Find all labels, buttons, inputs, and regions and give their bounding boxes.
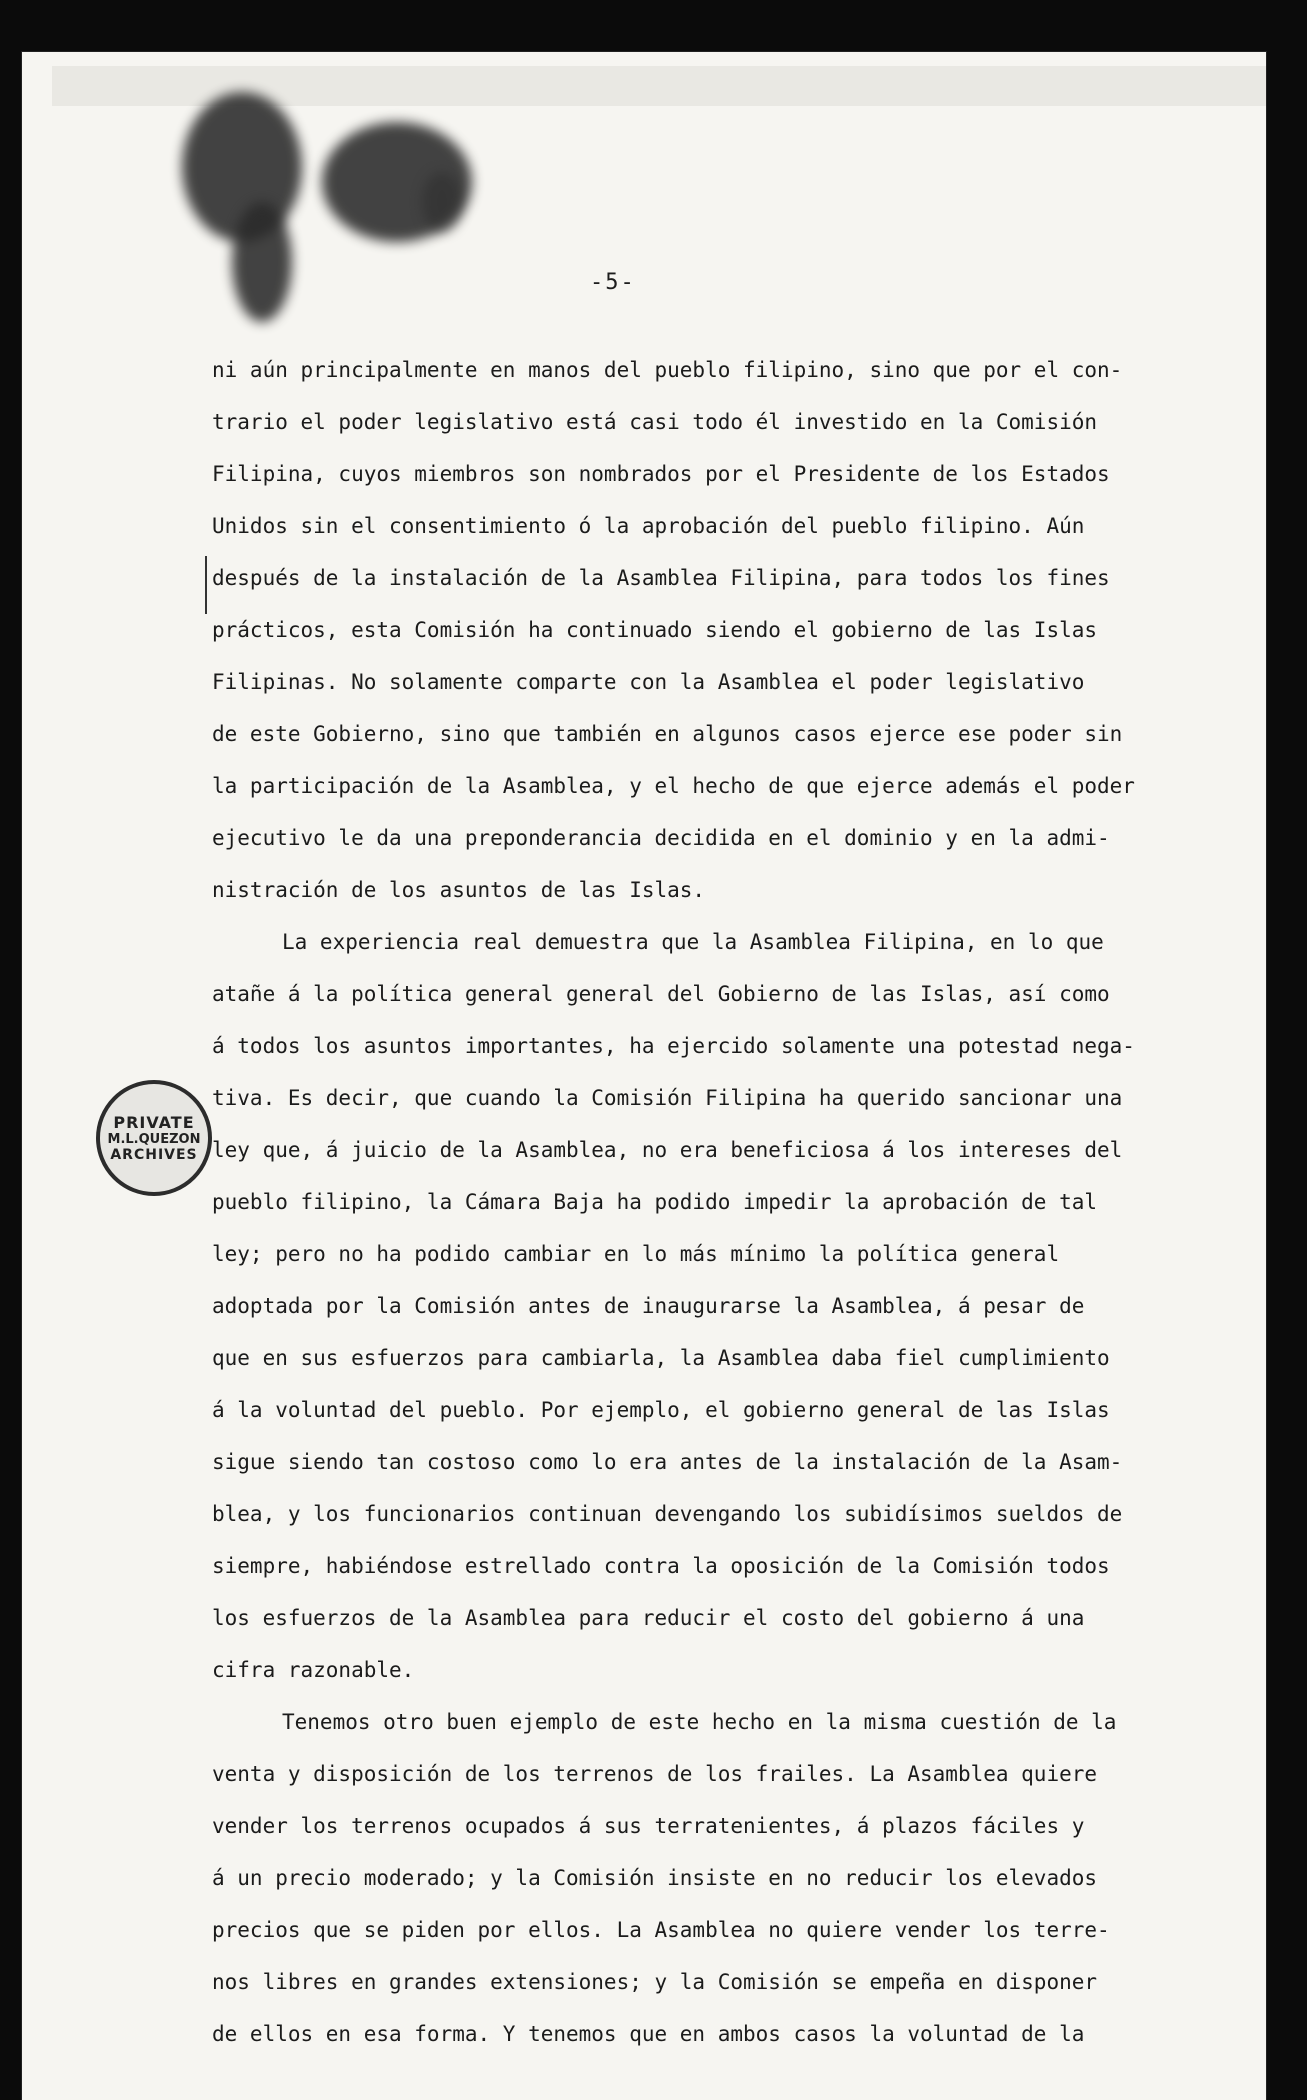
text-line: á todos los asuntos importantes, ha ejercido solamente una potestad nega-: [212, 1034, 1135, 1058]
text-line: Filipina, cuyos miembros son nombrados por el Presidente de los Estados: [212, 462, 1110, 486]
text-line: que en sus esfuerzos para cambiarla, la Asamblea daba fiel cumplimiento: [212, 1346, 1110, 1370]
text-line: nistración de los asuntos de las Islas.: [212, 878, 706, 902]
text-line: nos libres en grandes extensiones; y la Comisión se empeña en disponer: [212, 1970, 1098, 1994]
text-line: ley; pero no ha podido cambiar en lo más mínimo la política general: [212, 1242, 1060, 1266]
text-line: ley que, á juicio de la Asamblea, no era beneficiosa á los intereses del: [212, 1138, 1123, 1162]
text-line: blea, y los funcionarios continuan devengando los subidísimos sueldos de: [212, 1502, 1123, 1526]
text-line: venta y disposición de los terrenos de los frailes. La Asamblea quiere: [212, 1762, 1098, 1786]
text-line: siempre, habiéndose estrellado contra la oposición de la Comisión todos: [212, 1554, 1110, 1578]
body-text: [212, 344, 1172, 2060]
ink-blot: [232, 202, 292, 322]
text-line: sigue siendo tan costoso como lo era antes de la instalación de la Asam-: [212, 1450, 1123, 1474]
text-line: á la voluntad del pueblo. Por ejemplo, el gobierno general de las Islas: [212, 1398, 1110, 1422]
text-line: prácticos, esta Comisión ha continuado siendo el gobierno de las Islas: [212, 618, 1098, 642]
text-line: la participación de la Asamblea, y el hecho de que ejerce además el poder: [212, 774, 1135, 798]
text-line: ni aún principalmente en manos del pueblo filipino, sino que por el con-: [212, 358, 1123, 382]
text-line: á un precio moderado; y la Comisión insiste en no reducir los elevados: [212, 1866, 1098, 1890]
text-line: los esfuerzos de la Asamblea para reducir el costo del gobierno á una: [212, 1606, 1085, 1630]
text-line: ejecutivo le da una preponderancia decidida en el dominio y en la admi-: [212, 826, 1110, 850]
page-number: -5-: [590, 270, 636, 295]
text-line: adoptada por la Comisión antes de inaugurarse la Asamblea, á pesar de: [212, 1294, 1085, 1318]
text-line: de este Gobierno, sino que también en algunos casos ejerce ese poder sin: [212, 722, 1123, 746]
text-line: pueblo filipino, la Cámara Baja ha podido impedir la aprobación de tal: [212, 1190, 1098, 1214]
margin-mark: [205, 556, 207, 614]
text-line: Tenemos otro buen ejemplo de este hecho en la misma cuestión de la: [282, 1710, 1117, 1734]
document-page: [22, 52, 1266, 2100]
archive-stamp: [96, 1080, 212, 1196]
stamp-line-2: M.L.QUEZON: [107, 1132, 201, 1147]
text-line: cifra razonable.: [212, 1658, 415, 1682]
text-line: de ellos en esa forma. Y tenemos que en ambos casos la voluntad de la: [212, 2022, 1085, 2046]
stamp-line-1: PRIVATE: [113, 1113, 195, 1132]
text-line: trario el poder legislativo está casi todo él investido en la Comisión: [212, 410, 1098, 434]
ink-blot: [422, 172, 462, 232]
text-line: La experiencia real demuestra que la Asamblea Filipina, en lo que: [282, 930, 1104, 954]
text-line: vender los terrenos ocupados á sus terratenientes, á plazos fáciles y: [212, 1814, 1085, 1838]
text-line: Filipinas. No solamente comparte con la Asamblea el poder legislativo: [212, 670, 1085, 694]
text-line: Unidos sin el consentimiento ó la aprobación del pueblo filipino. Aún: [212, 514, 1085, 538]
text-line: tiva. Es decir, que cuando la Comisión Filipina ha querido sancionar una: [212, 1086, 1123, 1110]
stamp-line-3: ARCHIVES: [110, 1147, 198, 1163]
text-line: precios que se piden por ellos. La Asamblea no quiere vender los terre-: [212, 1918, 1110, 1942]
text-line: después de la instalación de la Asamblea Filipina, para todos los fines: [212, 566, 1110, 590]
text-line: atañe á la política general general del Gobierno de las Islas, así como: [212, 982, 1110, 1006]
